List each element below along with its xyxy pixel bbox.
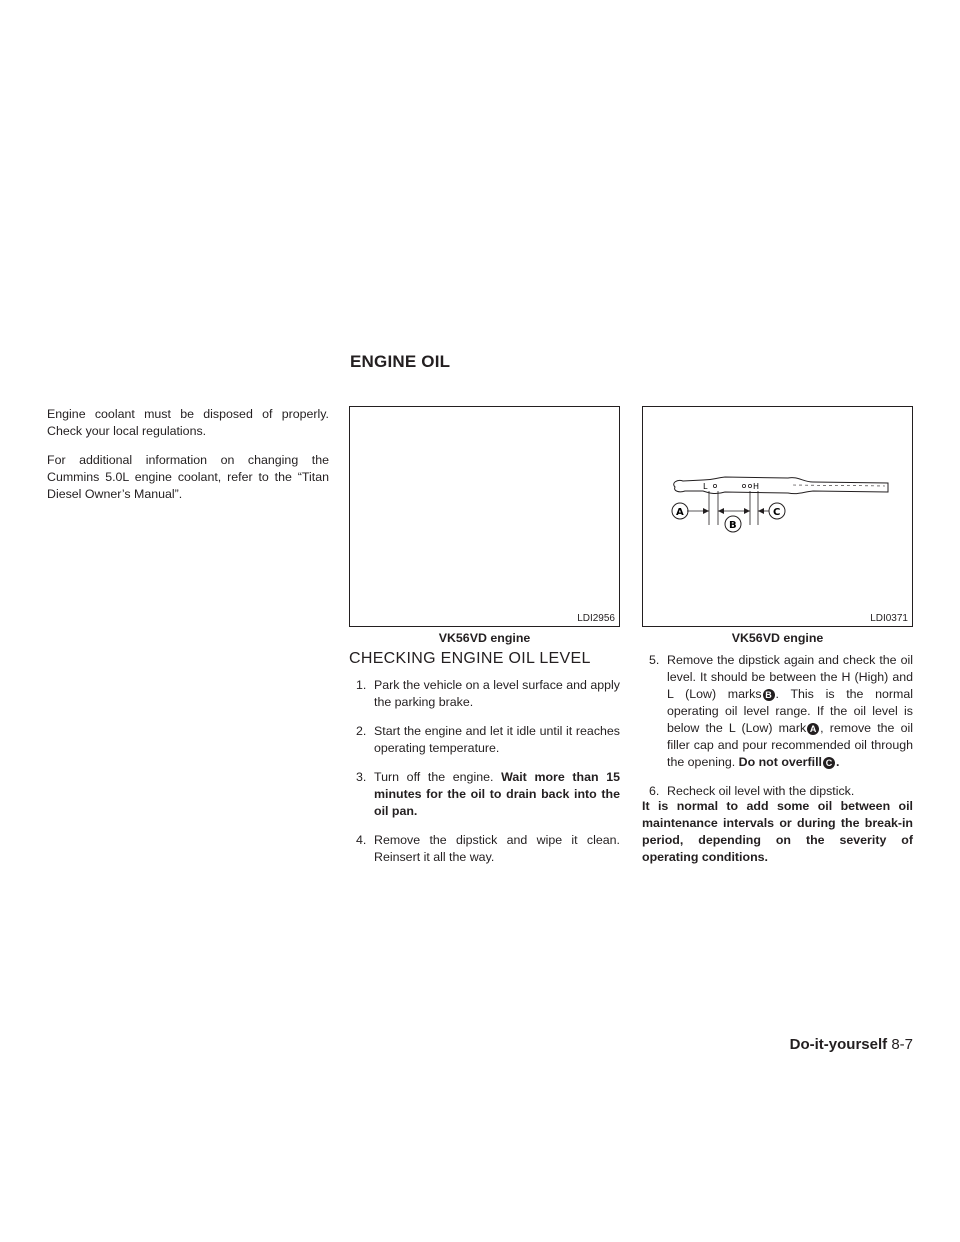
callout-a-label: A — [676, 507, 684, 518]
subsection-heading: CHECKING ENGINE OIL LEVEL — [349, 650, 591, 667]
figure-code: LDI2956 — [577, 613, 615, 624]
step-text: Recheck oil level with the dipstick. — [667, 784, 855, 798]
list-item — [356, 677, 620, 711]
step-warning: Do not overfill — [738, 755, 822, 769]
procedure-steps-continued — [649, 652, 913, 812]
coolant-disposal-text — [47, 406, 329, 515]
page-footer — [790, 1036, 913, 1053]
low-mark-label: L — [703, 482, 708, 491]
step-number: 4. — [356, 833, 367, 847]
procedure-steps — [356, 677, 620, 878]
section-title: ENGINE OIL — [350, 352, 451, 371]
list-item — [356, 723, 620, 757]
footer-section: Do-it-yourself — [789, 1036, 888, 1053]
step-text: Turn off the engine. — [374, 770, 502, 784]
step-text: Start the engine and let it idle until it reaches operating temperature. — [374, 724, 620, 755]
step-text: Remove the dipstick and wipe it clean. Reinsert it all the way. — [374, 833, 620, 864]
bold-note: It is normal to add some oil between oil maintenance intervals or during the break-in period, depending on the severity of operating conditions. — [642, 799, 913, 864]
page-number: 8-7 — [891, 1036, 913, 1053]
step-number: 5. — [649, 653, 660, 667]
paragraph: Engine coolant must be disposed of properly. Check your local regulations. — [47, 407, 329, 438]
list-item — [649, 652, 913, 771]
step-warning: Wait more than 15 minutes for the oil to drain back into the oil pan. — [374, 770, 621, 818]
dipstick-illustration — [643, 407, 912, 626]
step-end: . — [835, 755, 840, 769]
callout-b-label: B — [729, 520, 737, 531]
callout-c-icon: C — [823, 757, 835, 769]
callout-b-icon: B — [763, 689, 775, 701]
figure-caption: VK56VD engine — [438, 631, 531, 645]
step-text: , remove the oil filler cap and pour recommended oil through the opening. — [667, 721, 913, 769]
step-number: 2. — [356, 724, 367, 738]
figure-engine-oil-location — [349, 406, 620, 627]
callout-a-icon: A — [807, 723, 819, 735]
figure-code: LDI0371 — [870, 613, 908, 624]
step-number: 1. — [356, 678, 367, 692]
high-mark-label: H — [753, 482, 760, 491]
step-text: Remove the dipstick again and check the oil level. It should be between the H (High) and L (Low) marks — [667, 653, 913, 701]
step-text: Park the vehicle on a level surface and apply the parking brake. — [374, 678, 620, 709]
step-number: 3. — [356, 770, 367, 784]
figure-caption: VK56VD engine — [731, 631, 824, 645]
list-item — [356, 769, 620, 820]
paragraph: For additional information on changing the Cummins 5.0L engine coolant, refer to the “Titan Diesel Owner’s Manual”. — [47, 453, 329, 501]
list-item — [356, 832, 620, 866]
step-number: 6. — [649, 784, 660, 798]
step-text: . This is the normal operating oil level range. If the oil level is below the L (Low) mark — [667, 687, 914, 735]
figure-dipstick-diagram — [642, 406, 913, 627]
callout-c-label: C — [773, 507, 781, 518]
